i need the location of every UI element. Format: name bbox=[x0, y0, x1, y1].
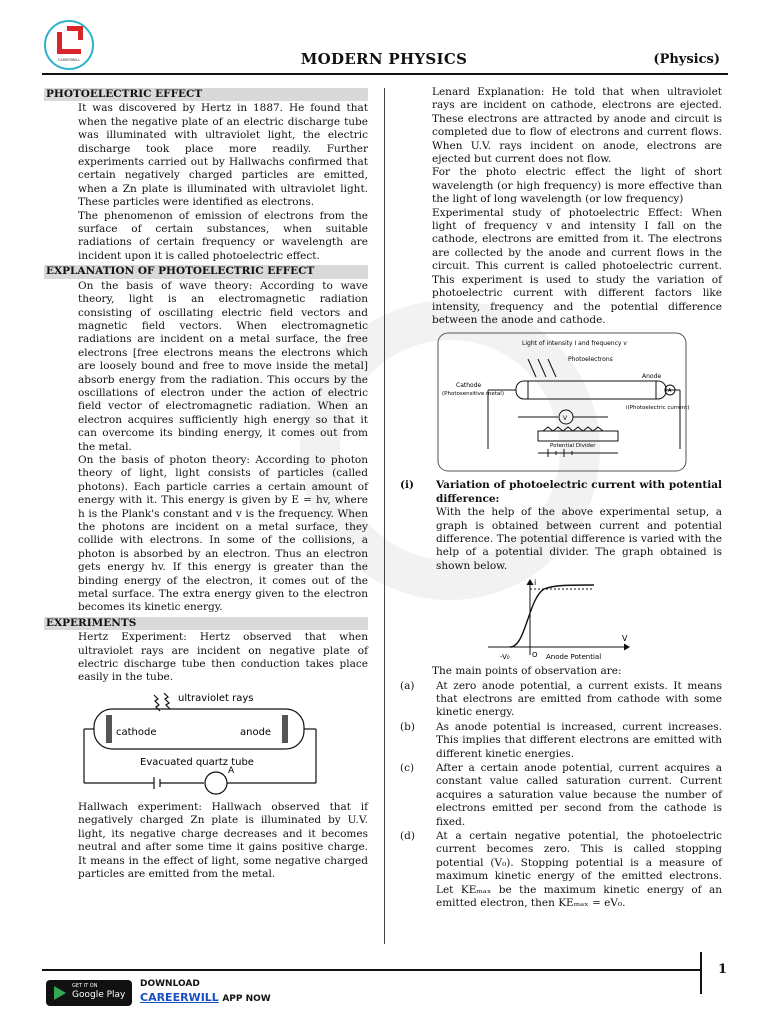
play-store-icon bbox=[54, 986, 66, 1000]
store-name: Google Play bbox=[72, 990, 126, 1000]
download-label: DOWNLOAD bbox=[140, 979, 200, 989]
list-item bbox=[398, 479, 722, 573]
cathode-label: cathode bbox=[116, 726, 157, 738]
photoelectric-setup-diagram bbox=[398, 331, 722, 475]
hertz-tube-diagram bbox=[44, 687, 368, 799]
paragraph: Experimental study of photoelectric Effect: When light of frequency v and intensity I fall on the cathode, electrons are emitted from it. The electrons are collected by the anode and current flows in the circuit. This current is called photoelectric current. This experiment is used to study the variation of photoelectric current with different factors like intensity, frequency and the potential difference between the anode and cathode. bbox=[432, 206, 722, 326]
anode-plate bbox=[282, 715, 288, 743]
uv-label: ultraviolet rays bbox=[178, 692, 254, 704]
current-label: i(Photoelectric current) bbox=[626, 405, 690, 412]
header-rule bbox=[42, 73, 728, 75]
right-column bbox=[398, 86, 722, 910]
light-label: Light of intensity I and frequency v bbox=[522, 340, 627, 348]
cathode-label: Cathode bbox=[456, 382, 482, 390]
footer-divider bbox=[700, 952, 702, 994]
paragraph: On the basis of wave theory: According to wave theory, light is an electromagnetic radiation consisting of oscillating electric field vectors and magnetic field vectors. When electromagnetic radiations are incident on a metal surface, the free electrons [free electrons means the electrons which are loosely bound and free to move inside the metal] absorb energy from the radiation. This occurs by the oscillations of electron under the action of electric field vector of electromagnetic radiation. When an electron acquires sufficiently high energy so that it can overcome its binding energy, it comes out from the metal. bbox=[78, 279, 368, 453]
google-play-badge[interactable] bbox=[46, 980, 132, 1006]
careerwill-link[interactable]: CAREERWILL bbox=[140, 991, 219, 1004]
page-number: 1 bbox=[718, 962, 728, 977]
section-heading-photoelectric: PHOTOELECTRIC EFFECT bbox=[44, 88, 368, 101]
item-label: (c) bbox=[400, 762, 415, 774]
store-small-text: GET IT ON bbox=[72, 983, 98, 989]
subject-label: (Physics) bbox=[653, 52, 720, 67]
anode-label: anode bbox=[240, 726, 272, 738]
page-title: MODERN PHYSICS bbox=[300, 50, 468, 68]
current-voltage-graph bbox=[398, 575, 722, 663]
divider-label: Potential Divider bbox=[550, 443, 596, 450]
axis-title: Anode Potential bbox=[546, 653, 602, 662]
item-label: (b) bbox=[400, 720, 415, 733]
origin-label: O bbox=[532, 651, 538, 660]
logo-text: CAREERWILL bbox=[57, 58, 81, 62]
item-text: At zero anode potential, a current exists. It means that electrons are emitted from cathode with some kinetic energy. bbox=[436, 679, 722, 719]
v0-label: -V₀ bbox=[500, 653, 510, 662]
photoelectrons-label: Photoelectrons bbox=[568, 356, 613, 364]
item-label: (d) bbox=[400, 830, 415, 843]
paragraph: It was discovered by Hertz in 1887. He found that when the negative plate of an electric discharge tube was illuminated with ultraviolet light, the electric discharge took place more readily. Further experiments carried out by Hallwachs confirmed that certain negatively charged particles are emitted, when a Zn plate is illuminated with ultraviolet light. These particles were identified as electrons. bbox=[78, 102, 368, 209]
item-title: Variation of photoelectric current with potential difference: bbox=[436, 479, 722, 505]
meter-label: A bbox=[228, 765, 235, 776]
section-heading-experiments: EXPERIMENTS bbox=[44, 617, 368, 630]
list-item bbox=[398, 680, 722, 720]
paragraph: Lenard Explanation: He told that when ultraviolet rays are incident on cathode, electrons are ejected. These electrons are attracted by anode and circuit is completed due to flow of electrons and current flows. When U.V. rays incident on anode, electrons are ejected but current does not flow. bbox=[432, 86, 722, 166]
tube-label: Evacuated quartz tube bbox=[140, 756, 254, 768]
paragraph: On the basis of photon theory: According to photon theory of light, light consists of particles (called photons). Each particle carries a certain amount of energy with it. This energy is given by E = hv, where h is the Plank's constant and v is the frequency. When the photons are incident on a metal surface, they collide with electrons. In some of the collisions, a photon is absorbed by an electron. Thus an electron gets energy hv. If this energy is greater than the binding energy of the electron, it comes out of the metal surface. The extra energy given to the electron becomes its kinetic energy. bbox=[78, 453, 368, 614]
paragraph: For the photo electric effect the light of short wavelength (or high frequency) is more effective than the light of long wavelength (or low frequency) bbox=[432, 166, 722, 206]
list-item bbox=[398, 762, 722, 829]
item-text: As anode potential is increased, current increases. This implies that different electrons are emitted with different kinetic energies. bbox=[436, 720, 722, 760]
app-now-label: APP NOW bbox=[222, 994, 271, 1004]
item-text: After a certain anode potential, current acquires a constant value called saturation current. Current acquires a saturation value because the number of electrons emitted per second from the cathode is fixed. bbox=[436, 762, 722, 828]
list-item bbox=[398, 830, 722, 910]
cathode-sub-label: (Photosensitive metal) bbox=[442, 391, 504, 398]
footer-rule bbox=[42, 969, 700, 971]
x-axis-label: V bbox=[622, 634, 628, 644]
paragraph: Hallwach experiment: Hallwach observed that if negatively charged Zn plate is illuminated by U.V. light, its negative charge decreases and it becomes neutral and after some time it gains positive charge. It means in the effect of light, some negative charged particles are emitted from the metal. bbox=[78, 800, 368, 880]
anode-label: Anode bbox=[642, 373, 662, 381]
item-text: With the help of the above experimental setup, a graph is obtained between current and potential difference. The potential difference is varied with the help of a potential divider. The graph obtained is shown below. bbox=[436, 506, 722, 572]
item-label: (i) bbox=[400, 479, 414, 492]
list-item bbox=[398, 721, 722, 761]
paragraph: The phenomenon of emission of electrons from the surface of certain substances, when suitable radiations of certain frequency or wavelength are incident upon it is called photoelectric effect. bbox=[78, 209, 368, 262]
cathode-plate bbox=[106, 715, 112, 743]
y-axis-label: i bbox=[534, 578, 537, 588]
observation-intro: The main points of observation are: bbox=[432, 665, 622, 678]
column-divider bbox=[384, 88, 385, 944]
paragraph: Hertz Experiment: Hertz observed that when ultraviolet rays are incident on negative plate of electric discharge tube then conduction takes place easily in the tube. bbox=[78, 631, 368, 684]
left-column bbox=[44, 86, 368, 881]
section-heading-explanation: EXPLANATION OF PHOTOELECTRIC EFFECT bbox=[44, 265, 368, 278]
app-promo bbox=[140, 991, 271, 1004]
item-label: (a) bbox=[400, 679, 415, 692]
item-text: At a certain negative potential, the photoelectric current becomes zero. This is called stopping potential (V₀). Stopping potential is a measure of maximum kinetic energy of the emitted electrons. Let KEₘₐₓ be the maximum kinetic energy of an emitted electron, then KEₘₐₓ = eV₀. bbox=[436, 830, 722, 910]
voltmeter-label: V bbox=[563, 415, 568, 423]
ammeter-icon bbox=[205, 772, 227, 794]
ammeter-label: A bbox=[668, 388, 672, 395]
